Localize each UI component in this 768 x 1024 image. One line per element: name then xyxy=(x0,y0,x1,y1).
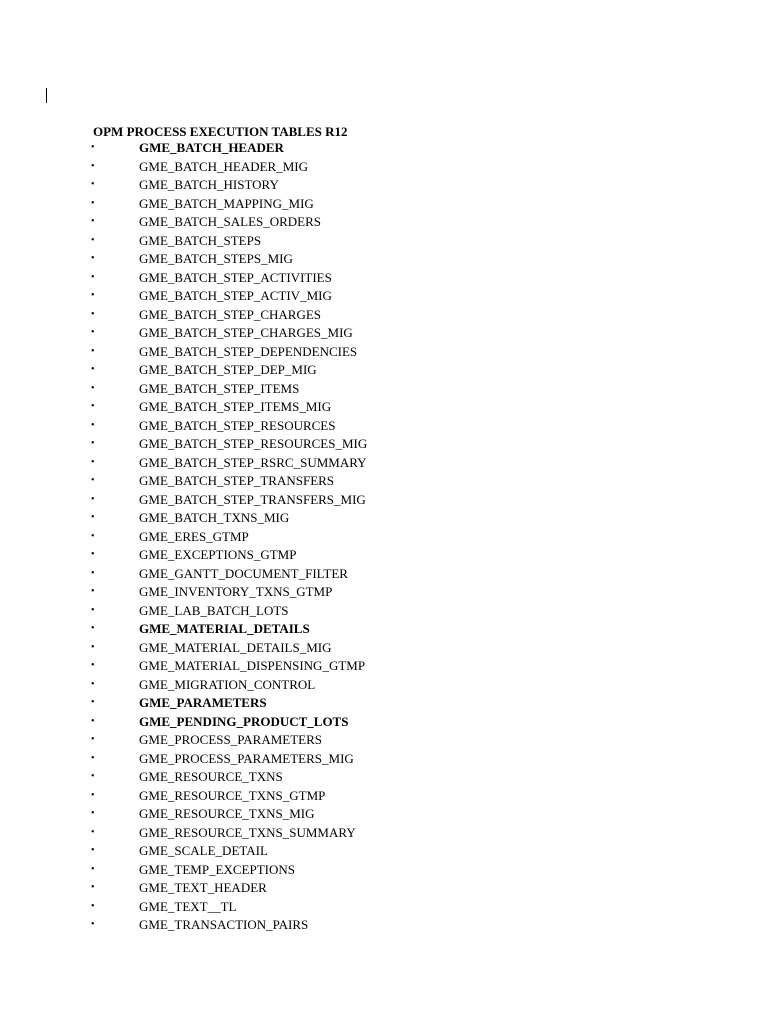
table-name: GME_BATCH_SALES_ORDERS xyxy=(139,214,322,229)
table-name: GME_BATCH_MAPPING_MIG xyxy=(139,195,314,211)
table-name: GME_TEXT__TL xyxy=(139,898,237,914)
table-name: GME_BATCH_STEP_RESOURCES_MIG xyxy=(139,436,368,451)
table-name: GME_BATCH_STEPS xyxy=(139,232,262,248)
table-name: GME_MIGRATION_CONTROL xyxy=(139,676,316,692)
bullet-icon: • xyxy=(91,660,95,671)
table-name: GME_RESOURCE_TXNS_GTMP xyxy=(139,787,326,803)
table-name: GME_BATCH_HEADER_MIG xyxy=(139,158,308,174)
bullet-icon: • xyxy=(91,160,95,172)
table-name: GME_BATCH_STEP_RSRC_SUMMARY xyxy=(139,454,367,470)
table-name: GME_BATCH_STEP_ACTIV_MIG xyxy=(139,288,332,303)
table-name: GME_BATCH_STEP_CHARGES_MIG xyxy=(139,325,353,340)
table-name: GME_PROCESS_PARAMETERS_MIG xyxy=(139,750,354,766)
table-name: GME_BATCH_STEPS_MIG xyxy=(139,251,293,266)
bullet-icon: • xyxy=(91,604,95,616)
bullet-icon: • xyxy=(91,789,95,801)
table-name: GME_TEMP_EXCEPTIONS xyxy=(139,861,296,877)
bullet-icon: • xyxy=(91,290,95,301)
table-name: GME_BATCH_STEP_ACTIVITIES xyxy=(139,269,332,285)
table-name: GME_BATCH_STEP_RESOURCES xyxy=(139,417,336,433)
table-name: GME_BATCH_STEP_TRANSFERS xyxy=(139,473,335,488)
bullet-icon: • xyxy=(91,419,95,431)
bullet-icon: • xyxy=(91,863,95,875)
text-cursor xyxy=(46,88,47,103)
bullet-icon: • xyxy=(91,882,95,893)
bullet-icon: • xyxy=(91,919,95,930)
table-name: GME_BATCH_TXNS_MIG xyxy=(139,510,290,525)
bullet-icon: • xyxy=(91,900,95,912)
bullet-icon: • xyxy=(91,197,95,209)
table-name: GME_TRANSACTION_PAIRS xyxy=(139,917,309,932)
table-name: GME_TEXT_HEADER xyxy=(139,880,267,895)
table-name: GME_RESOURCE_TXNS xyxy=(139,769,283,784)
table-name: GME_BATCH_STEP_TRANSFERS_MIG xyxy=(139,491,366,507)
table-name: GME_BATCH_STEP_DEP_MIG xyxy=(139,362,317,377)
table-name: GME_EXCEPTIONS_GTMP xyxy=(139,547,297,562)
bullet-icon: • xyxy=(91,715,95,727)
bullet-icon: • xyxy=(91,549,95,560)
bullet-icon: • xyxy=(91,438,95,449)
table-name: GME_GANTT_DOCUMENT_FILTER xyxy=(139,565,348,581)
bullet-icon: • xyxy=(91,826,95,838)
bullet-icon: • xyxy=(91,401,95,412)
table-name: GME_MATERIAL_DISPENSING_GTMP xyxy=(139,658,366,673)
bullet-icon: • xyxy=(91,586,95,597)
table-name: GME_BATCH_STEP_CHARGES xyxy=(139,306,322,322)
bullet-icon: • xyxy=(91,530,95,542)
bullet-icon: • xyxy=(91,734,95,745)
table-name: GME_SCALE_DETAIL xyxy=(139,843,268,858)
bullet-icon: • xyxy=(91,808,95,819)
table-name: GME_RESOURCE_TXNS_SUMMARY xyxy=(139,824,356,840)
bullet-icon: • xyxy=(91,179,95,190)
table-name: GME_MATERIAL_DETAILS xyxy=(139,621,310,636)
bullet-icon: • xyxy=(91,475,95,486)
bullet-icon: • xyxy=(91,641,95,653)
table-name: GME_MATERIAL_DETAILS_MIG xyxy=(139,639,332,655)
bullet-icon: • xyxy=(91,253,95,264)
bullet-icon: • xyxy=(91,345,95,357)
bullet-icon: • xyxy=(91,623,95,634)
table-name: GME_BATCH_STEP_ITEMS xyxy=(139,380,300,396)
bullet-icon: • xyxy=(91,493,95,505)
table-name: GME_BATCH_HEADER xyxy=(139,140,284,155)
table-name: GME_INVENTORY_TXNS_GTMP xyxy=(139,584,333,599)
bullet-icon: • xyxy=(91,308,95,320)
bullet-icon: • xyxy=(91,678,95,690)
bullet-icon: • xyxy=(91,142,95,153)
table-name: GME_PARAMETERS xyxy=(139,695,267,710)
bullet-icon: • xyxy=(91,327,95,338)
bullet-icon: • xyxy=(91,364,95,375)
bullet-icon: • xyxy=(91,567,95,579)
table-name: GME_LAB_BATCH_LOTS xyxy=(139,602,289,618)
bullet-icon: • xyxy=(91,271,95,283)
bullet-icon: • xyxy=(91,752,95,764)
table-name: GME_RESOURCE_TXNS_MIG xyxy=(139,806,315,821)
bullet-icon: • xyxy=(91,771,95,782)
bullet-icon: • xyxy=(91,512,95,523)
table-name: GME_PROCESS_PARAMETERS xyxy=(139,732,323,747)
table-name: GME_BATCH_STEP_DEPENDENCIES xyxy=(139,343,358,359)
bullet-icon: • xyxy=(91,216,95,227)
bullet-icon: • xyxy=(91,697,95,708)
table-name: GME_BATCH_HISTORY xyxy=(139,177,279,192)
bullet-icon: • xyxy=(91,382,95,394)
table-name: GME_ERES_GTMP xyxy=(139,528,249,544)
bullet-icon: • xyxy=(91,456,95,468)
table-name: GME_PENDING_PRODUCT_LOTS xyxy=(139,713,349,729)
bullet-icon: • xyxy=(91,845,95,856)
document-title: OPM PROCESS EXECUTION TABLES R12 xyxy=(93,124,348,139)
table-name: GME_BATCH_STEP_ITEMS_MIG xyxy=(139,399,332,414)
bullet-icon: • xyxy=(91,234,95,246)
